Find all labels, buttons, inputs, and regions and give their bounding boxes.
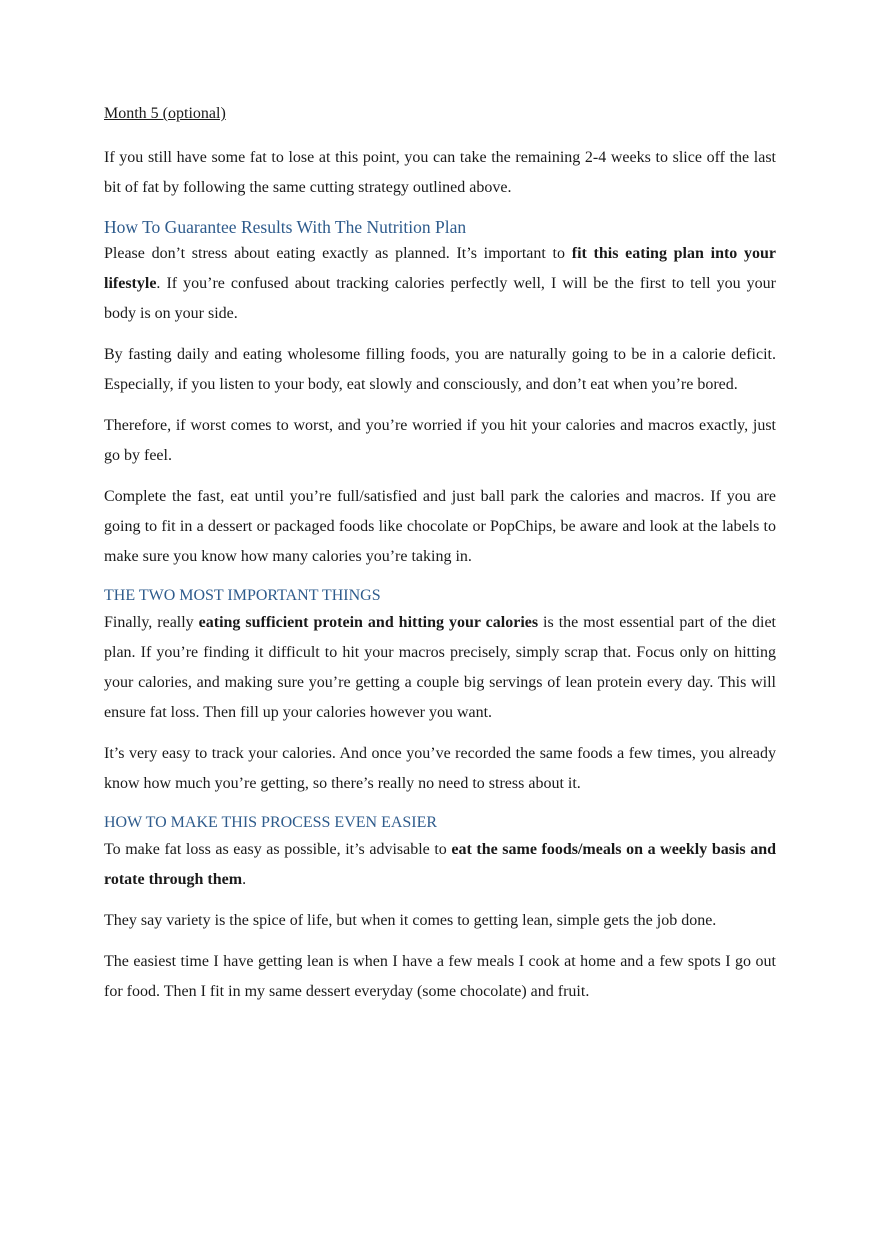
document-page [104, 102, 776, 1018]
bold-emphasis: fit this eating plan into your lifestyle [104, 245, 777, 292]
text-run: Please don’t stress about eating exactly as planned. It’s important to [104, 245, 572, 262]
guarantee-paragraph-4: Complete the fast, eat until you’re full/satisfied and just ball park the calories and macros. If you are going to fit in a dessert or packaged foods like chocolate or PopChips, be aware and look at the labels to make sure you know how many calories you’re taking in. [104, 488, 776, 565]
easier-paragraph-2: They say variety is the spice of life, but when it comes to getting lean, simple gets the job done. [104, 912, 717, 929]
text-run: . If you’re confused about tracking calories perfectly well, I will be the first to tell you your body is on your side. [104, 275, 776, 322]
easier-paragraph-3: The easiest time I have getting lean is when I have a few meals I cook at home and a few spots I go out for food. Then I fit in my same dessert everyday (some chocolate) and fruit. [104, 953, 776, 1000]
guarantee-paragraph-3: Therefore, if worst comes to worst, and you’re worried if you hit your calories and macros exactly, just go by feel. [104, 417, 776, 464]
guarantee-paragraph-2: By fasting daily and eating wholesome filling foods, you are naturally going to be in a calorie deficit. Especially, if you listen to your body, eat slowly and consciously, and don’t eat when you’re bored. [104, 346, 776, 393]
month5-paragraph: If you still have some fat to lose at this point, you can take the remaining 2-4 weeks to slice off the last bit of fat by following the same cutting strategy outlined above. [104, 149, 776, 196]
important-heading: THE TWO MOST IMPORTANT THINGS [104, 587, 381, 604]
bold-emphasis: eating sufficient protein and hitting your calories [198, 614, 539, 631]
important-paragraph-2: It’s very easy to track your calories. And once you’ve recorded the same foods a few times, you already know how much you’re getting, so there’s really no need to stress about it. [104, 745, 776, 792]
guarantee-heading: How To Guarantee Results With The Nutrition Plan [104, 217, 467, 237]
text-run: is the most essential part of the diet plan. If you’re finding it difficult to hit your macros precisely, simply scrap that. Focus only on hitting your calories, and making sure you’re getting a couple big servings of lean protein every day. This will ensure fat loss. Then fill up your calories however you want. [104, 614, 776, 721]
month5-heading: Month 5 (optional) [104, 105, 226, 122]
text-run: Finally, really [104, 614, 199, 631]
important-paragraph-1 [104, 608, 776, 728]
guarantee-paragraph-1 [104, 239, 776, 329]
text-run: . [242, 871, 247, 888]
easier-heading: HOW TO MAKE THIS PROCESS EVEN EASIER [104, 814, 438, 831]
text-run: To make fat loss as easy as possible, it’s advisable to [104, 841, 452, 858]
bold-emphasis: eat the same foods/meals on a weekly basis and rotate through them [104, 841, 776, 888]
easier-paragraph-1 [104, 835, 776, 895]
